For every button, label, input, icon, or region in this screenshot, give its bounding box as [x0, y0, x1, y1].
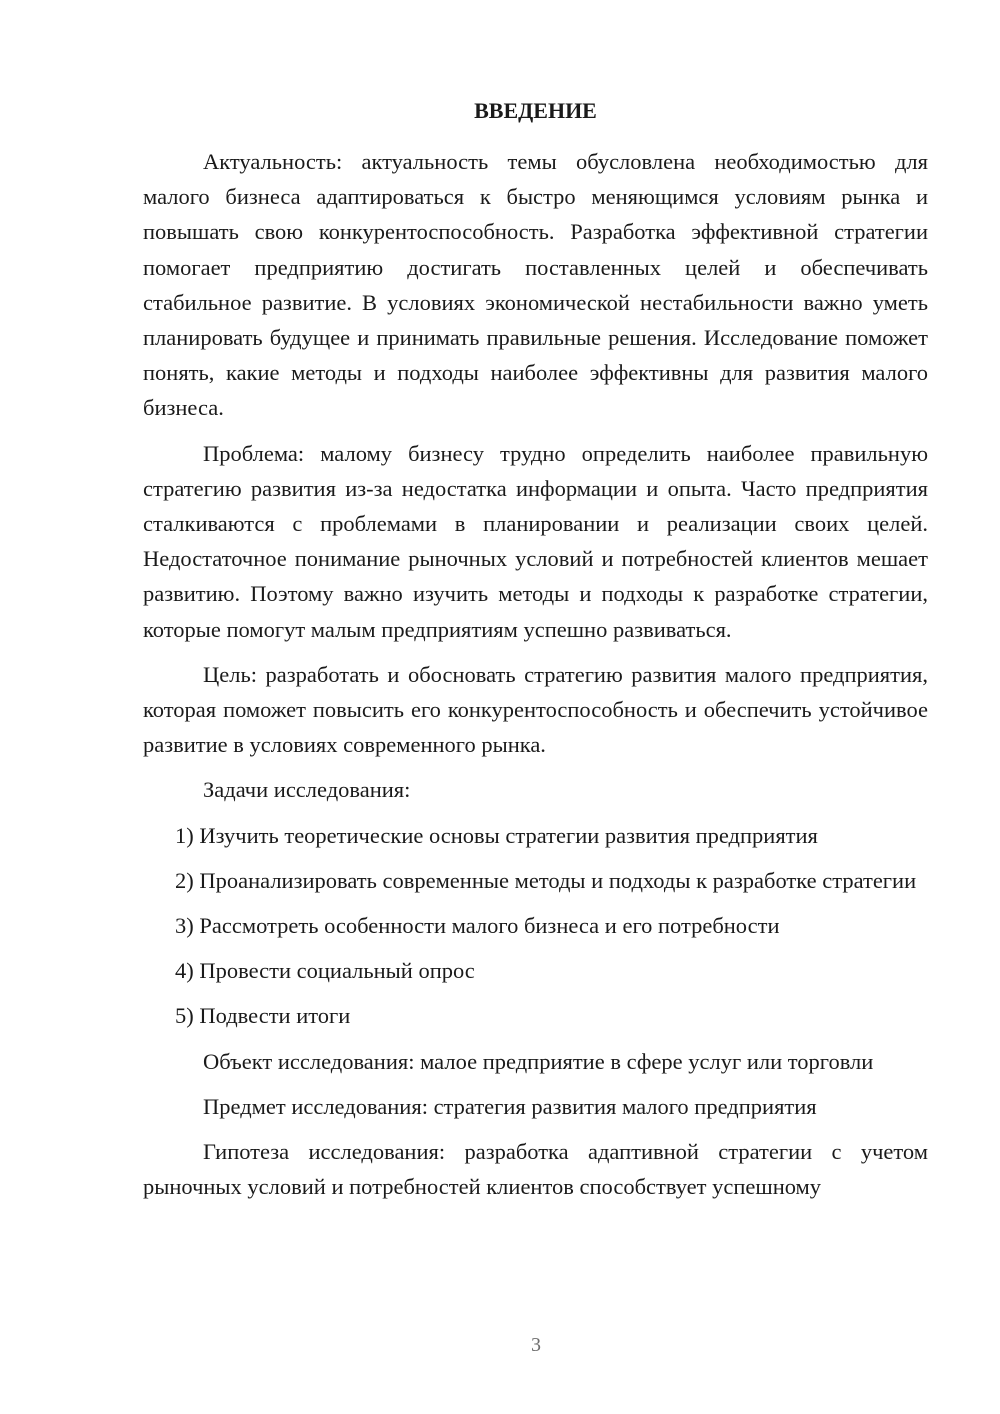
relevance-paragraph: Актуальность: актуальность темы обусловлена необходимостью для малого бизнеса адаптироваться к быстро меняющимся условиям рынка и повышать свою конкурентоспособность. Разработка эффективной стратегии помогает предприятию достигать поставленных целей и обеспечивать стабильное развитие. В условиях экономической нестабильности важно уметь планировать будущее и принимать правильные решения. Исследование поможет понять, какие методы и подходы наиболее эффективны для развития малого бизнеса. [143, 149, 928, 421]
task-item-2: 2) Проанализировать современные методы и подходы к разработке стратегии [175, 867, 917, 893]
document-page [143, 96, 928, 1214]
task-item-5: 5) Подвести итоги [175, 1003, 351, 1029]
page-number: 3 [531, 1334, 541, 1356]
hypothesis-paragraph: Гипотеза исследования: разработка адаптивной стратегии с учетом рыночных условий и потребностей клиентов способствует успешному [143, 1139, 928, 1200]
task-item-4: 4) Провести социальный опрос [175, 958, 475, 984]
object-paragraph: Объект исследования: малое предприятие в сфере услуг или торговли [203, 1048, 874, 1074]
tasks-heading: Задачи исследования: [203, 777, 411, 803]
section-title: ВВЕДЕНИЕ [474, 98, 597, 123]
problem-paragraph: Проблема: малому бизнесу трудно определить наиболее правильную стратегию развития из-за недостатка информации и опыта. Часто предприятия сталкиваются с проблемами в планировании и реализации своих целей. Недостаточное понимание рыночных условий и потребностей клиентов мешает развитию. Поэтому важно изучить методы и подходы к разработке стратегии, которые помогут малым предприятиям успешно развиваться. [143, 440, 928, 642]
subject-paragraph: Предмет исследования: стратегия развития малого предприятия [203, 1093, 817, 1119]
task-item-1: 1) Изучить теоретические основы стратегии развития предприятия [175, 822, 818, 848]
goal-paragraph: Цель: разработать и обосновать стратегию развития малого предприятия, которая поможет повысить его конкурентоспособность и обеспечить устойчивое развитие в условиях современного рынка. [143, 661, 928, 758]
task-item-3: 3) Рассмотреть особенности малого бизнеса и его потребности [175, 913, 780, 939]
